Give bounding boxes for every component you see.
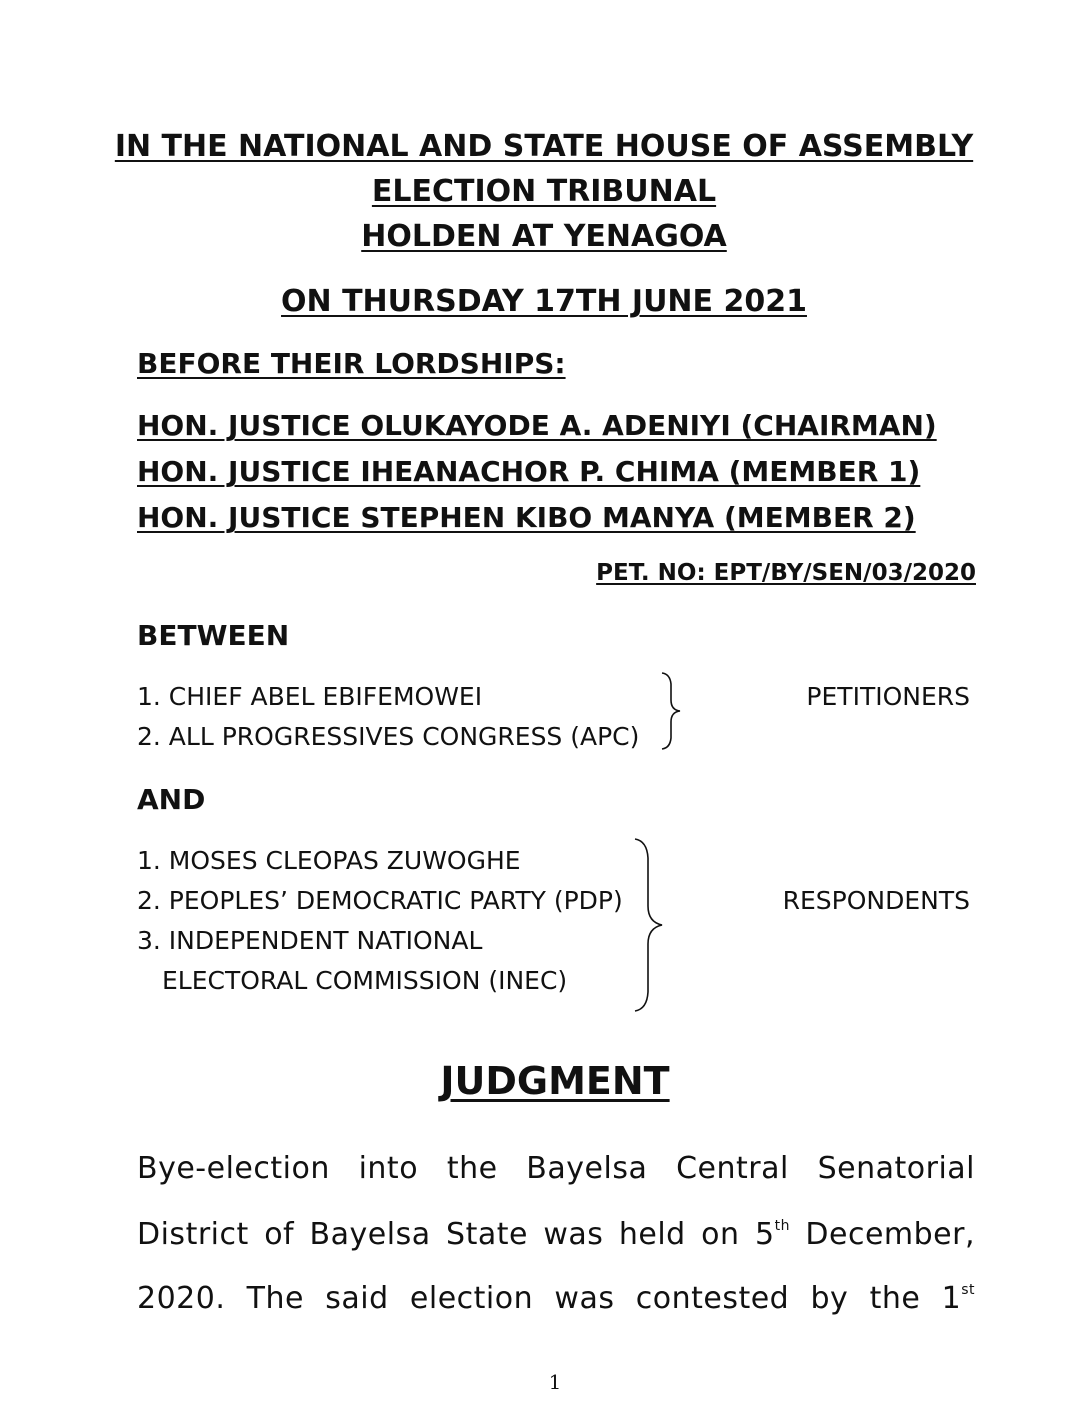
respondent-1: 1. MOSES CLEOPAS ZUWOGHE: [137, 846, 521, 875]
and-label: AND: [137, 783, 206, 816]
judge-member-1: HON. JUSTICE IHEANACHOR P. CHIMA (MEMBER 1): [137, 455, 921, 488]
page-number: 1: [548, 1370, 562, 1394]
body-line-1: Bye-election into the Bayelsa Central Senatorial: [137, 1151, 975, 1186]
body-line-2: [137, 1219, 975, 1250]
respondent-2: 2. PEOPLES’ DEMOCRATIC PARTY (PDP): [137, 886, 623, 915]
tribunal-title-line-2: ELECTION TRIBUNAL: [371, 174, 717, 209]
between-label: BETWEEN: [137, 619, 290, 652]
respondent-3-continued: ELECTORAL COMMISSION (INEC): [162, 966, 568, 995]
respondent-3: 3. INDEPENDENT NATIONAL: [137, 926, 483, 955]
petitioners-brace: [658, 670, 688, 752]
ordinal-superscript: th: [774, 1218, 790, 1234]
judge-member-2: HON. JUSTICE STEPHEN KIBO MANYA (MEMBER 2): [137, 501, 916, 534]
petitioner-2: 2. ALL PROGRESSIVES CONGRESS (APC): [137, 722, 640, 751]
petitioners-role: PETITIONERS: [806, 682, 970, 711]
petitioner-1: 1. CHIEF ABEL EBIFEMOWEI: [137, 682, 483, 711]
tribunal-title-line-3: HOLDEN AT YENAGOA: [361, 219, 727, 254]
body-line-2-text-end: December,: [789, 1217, 975, 1252]
tribunal-title-line-1: IN THE NATIONAL AND STATE HOUSE OF ASSEMBLY: [114, 129, 974, 164]
judge-chairman: HON. JUSTICE OLUKAYODE A. ADENIYI (CHAIRMAN): [137, 409, 937, 442]
before-label: BEFORE THEIR LORDSHIPS:: [137, 347, 566, 380]
body-line-2-text: District of Bayelsa State was held on 5: [137, 1217, 775, 1252]
hearing-date: ON THURSDAY 17TH JUNE 2021: [281, 284, 807, 319]
body-line-3: [137, 1283, 975, 1314]
petition-number: PET. NO: EPT/BY/SEN/03/2020: [596, 560, 976, 586]
respondents-role: RESPONDENTS: [782, 886, 970, 915]
judgment-title: JUDGMENT: [440, 1059, 670, 1103]
body-line-3-text: 2020. The said election was contested by the 1: [137, 1281, 962, 1316]
ordinal-superscript: st: [961, 1282, 975, 1298]
respondents-brace: [630, 836, 670, 1014]
